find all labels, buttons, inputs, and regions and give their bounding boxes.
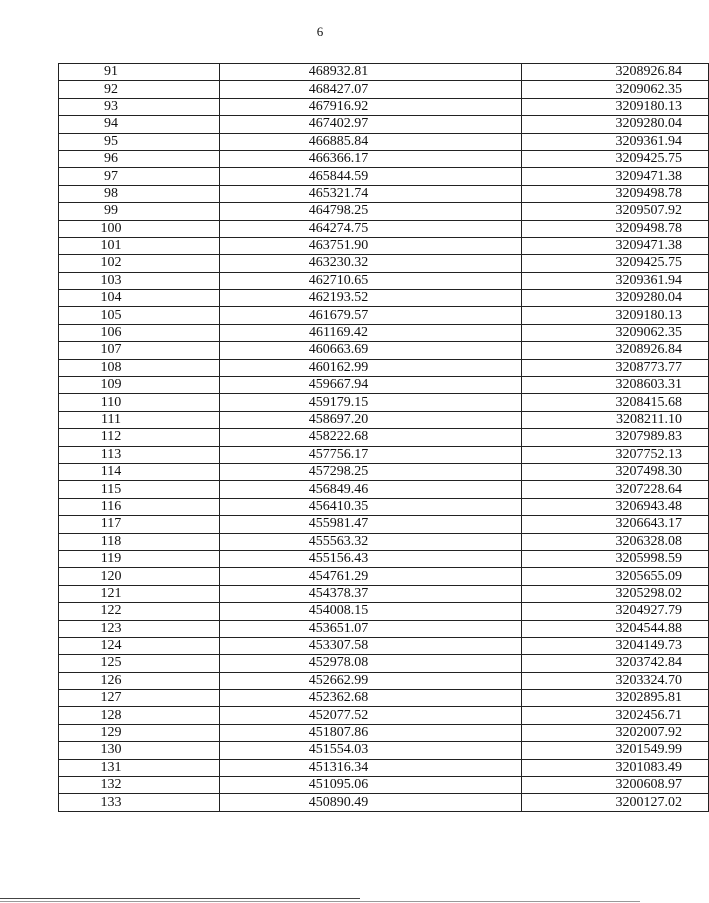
table-row <box>59 81 709 98</box>
point-number-cell: 121 <box>59 585 220 602</box>
point-number-cell: 130 <box>59 742 220 759</box>
table-row <box>59 550 709 567</box>
y-coordinate-cell: 3209471.38 <box>522 237 709 254</box>
point-number-cell: 116 <box>59 498 220 515</box>
point-number-cell: 105 <box>59 307 220 324</box>
point-number-cell: 93 <box>59 98 220 115</box>
point-number-cell: 125 <box>59 655 220 672</box>
point-number-cell: 92 <box>59 81 220 98</box>
point-number-cell: 103 <box>59 272 220 289</box>
point-number-cell: 127 <box>59 690 220 707</box>
point-number-cell: 91 <box>59 64 220 81</box>
x-coordinate-cell: 463751.90 <box>220 237 522 254</box>
y-coordinate-cell: 3209280.04 <box>522 290 709 307</box>
point-number-cell: 108 <box>59 359 220 376</box>
y-coordinate-cell: 3208926.84 <box>522 64 709 81</box>
x-coordinate-cell: 455981.47 <box>220 516 522 533</box>
table-row <box>59 307 709 324</box>
x-coordinate-cell: 458222.68 <box>220 429 522 446</box>
x-coordinate-cell: 453307.58 <box>220 637 522 654</box>
table-row <box>59 672 709 689</box>
x-coordinate-cell: 459667.94 <box>220 377 522 394</box>
x-coordinate-cell: 454761.29 <box>220 568 522 585</box>
y-coordinate-cell: 3205998.59 <box>522 550 709 567</box>
x-coordinate-cell: 462710.65 <box>220 272 522 289</box>
table-row <box>59 568 709 585</box>
y-coordinate-cell: 3207752.13 <box>522 446 709 463</box>
x-coordinate-cell: 463230.32 <box>220 255 522 272</box>
y-coordinate-cell: 3209471.38 <box>522 168 709 185</box>
x-coordinate-cell: 456410.35 <box>220 498 522 515</box>
y-coordinate-cell: 3209498.78 <box>522 220 709 237</box>
x-coordinate-cell: 457298.25 <box>220 463 522 480</box>
point-number-cell: 117 <box>59 516 220 533</box>
point-number-cell: 124 <box>59 637 220 654</box>
y-coordinate-cell: 3209062.35 <box>522 81 709 98</box>
y-coordinate-cell: 3209180.13 <box>522 98 709 115</box>
x-coordinate-cell: 458697.20 <box>220 411 522 428</box>
point-number-cell: 99 <box>59 203 220 220</box>
point-number-cell: 97 <box>59 168 220 185</box>
point-number-cell: 120 <box>59 568 220 585</box>
x-coordinate-cell: 467402.97 <box>220 116 522 133</box>
point-number-cell: 95 <box>59 133 220 150</box>
table-row <box>59 377 709 394</box>
x-coordinate-cell: 461679.57 <box>220 307 522 324</box>
y-coordinate-cell: 3205655.09 <box>522 568 709 585</box>
y-coordinate-cell: 3202456.71 <box>522 707 709 724</box>
point-number-cell: 115 <box>59 481 220 498</box>
coordinates-table <box>58 63 709 812</box>
point-number-cell: 106 <box>59 324 220 341</box>
point-number-cell: 112 <box>59 429 220 446</box>
x-coordinate-cell: 460663.69 <box>220 342 522 359</box>
point-number-cell: 122 <box>59 603 220 620</box>
x-coordinate-cell: 451316.34 <box>220 759 522 776</box>
y-coordinate-cell: 3208926.84 <box>522 342 709 359</box>
y-coordinate-cell: 3207228.64 <box>522 481 709 498</box>
x-coordinate-cell: 461169.42 <box>220 324 522 341</box>
point-number-cell: 98 <box>59 185 220 202</box>
table-row <box>59 133 709 150</box>
table-row <box>59 272 709 289</box>
y-coordinate-cell: 3209180.13 <box>522 307 709 324</box>
point-number-cell: 118 <box>59 533 220 550</box>
point-number-cell: 131 <box>59 759 220 776</box>
x-coordinate-cell: 459179.15 <box>220 394 522 411</box>
y-coordinate-cell: 3206943.48 <box>522 498 709 515</box>
table-row <box>59 794 709 811</box>
page-bottom-edge <box>0 901 640 902</box>
table-row <box>59 777 709 794</box>
point-number-cell: 107 <box>59 342 220 359</box>
y-coordinate-cell: 3201549.99 <box>522 742 709 759</box>
x-coordinate-cell: 451095.06 <box>220 777 522 794</box>
table-row <box>59 690 709 707</box>
x-coordinate-cell: 466366.17 <box>220 150 522 167</box>
y-coordinate-cell: 3208603.31 <box>522 377 709 394</box>
y-coordinate-cell: 3202007.92 <box>522 724 709 741</box>
y-coordinate-cell: 3209507.92 <box>522 203 709 220</box>
x-coordinate-cell: 452077.52 <box>220 707 522 724</box>
table-row <box>59 481 709 498</box>
x-coordinate-cell: 454008.15 <box>220 603 522 620</box>
y-coordinate-cell: 3208773.77 <box>522 359 709 376</box>
y-coordinate-cell: 3207989.83 <box>522 429 709 446</box>
y-coordinate-cell: 3200608.97 <box>522 777 709 794</box>
point-number-cell: 129 <box>59 724 220 741</box>
x-coordinate-cell: 452662.99 <box>220 672 522 689</box>
x-coordinate-cell: 455156.43 <box>220 550 522 567</box>
y-coordinate-cell: 3200127.02 <box>522 794 709 811</box>
table-row <box>59 98 709 115</box>
table-row <box>59 637 709 654</box>
table-row <box>59 655 709 672</box>
y-coordinate-cell: 3202895.81 <box>522 690 709 707</box>
y-coordinate-cell: 3209280.04 <box>522 116 709 133</box>
y-coordinate-cell: 3209498.78 <box>522 185 709 202</box>
table-row <box>59 742 709 759</box>
x-coordinate-cell: 460162.99 <box>220 359 522 376</box>
point-number-cell: 104 <box>59 290 220 307</box>
x-coordinate-cell: 464274.75 <box>220 220 522 237</box>
point-number-cell: 123 <box>59 620 220 637</box>
point-number-cell: 132 <box>59 777 220 794</box>
x-coordinate-cell: 454378.37 <box>220 585 522 602</box>
x-coordinate-cell: 451807.86 <box>220 724 522 741</box>
table-row <box>59 237 709 254</box>
x-coordinate-cell: 451554.03 <box>220 742 522 759</box>
y-coordinate-cell: 3206328.08 <box>522 533 709 550</box>
table-row <box>59 446 709 463</box>
point-number-cell: 119 <box>59 550 220 567</box>
table-row <box>59 620 709 637</box>
y-coordinate-cell: 3209425.75 <box>522 150 709 167</box>
point-number-cell: 101 <box>59 237 220 254</box>
table-row <box>59 359 709 376</box>
point-number-cell: 126 <box>59 672 220 689</box>
point-number-cell: 113 <box>59 446 220 463</box>
x-coordinate-cell: 466885.84 <box>220 133 522 150</box>
table-row <box>59 516 709 533</box>
point-number-cell: 110 <box>59 394 220 411</box>
y-coordinate-cell: 3203742.84 <box>522 655 709 672</box>
page-number: 6 <box>316 24 324 39</box>
table-row <box>59 324 709 341</box>
point-number-cell: 100 <box>59 220 220 237</box>
point-number-cell: 111 <box>59 411 220 428</box>
y-coordinate-cell: 3201083.49 <box>522 759 709 776</box>
y-coordinate-cell: 3209425.75 <box>522 255 709 272</box>
point-number-cell: 96 <box>59 150 220 167</box>
y-coordinate-cell: 3206643.17 <box>522 516 709 533</box>
table-row <box>59 116 709 133</box>
y-coordinate-cell: 3204927.79 <box>522 603 709 620</box>
table-row <box>59 759 709 776</box>
table-row <box>59 707 709 724</box>
y-coordinate-cell: 3205298.02 <box>522 585 709 602</box>
x-coordinate-cell: 465321.74 <box>220 185 522 202</box>
x-coordinate-cell: 457756.17 <box>220 446 522 463</box>
table-row <box>59 64 709 81</box>
point-number-cell: 133 <box>59 794 220 811</box>
table-row <box>59 411 709 428</box>
x-coordinate-cell: 464798.25 <box>220 203 522 220</box>
point-number-cell: 128 <box>59 707 220 724</box>
table-row <box>59 498 709 515</box>
table-row <box>59 203 709 220</box>
table-row <box>59 724 709 741</box>
x-coordinate-cell: 467916.92 <box>220 98 522 115</box>
table-row <box>59 342 709 359</box>
footer-rule <box>0 898 360 899</box>
y-coordinate-cell: 3209361.94 <box>522 272 709 289</box>
table-row <box>59 220 709 237</box>
x-coordinate-cell: 455563.32 <box>220 533 522 550</box>
y-coordinate-cell: 3208211.10 <box>522 411 709 428</box>
table-row <box>59 168 709 185</box>
y-coordinate-cell: 3207498.30 <box>522 463 709 480</box>
point-number-cell: 102 <box>59 255 220 272</box>
y-coordinate-cell: 3208415.68 <box>522 394 709 411</box>
x-coordinate-cell: 452978.08 <box>220 655 522 672</box>
table-row <box>59 603 709 620</box>
x-coordinate-cell: 456849.46 <box>220 481 522 498</box>
table-row <box>59 290 709 307</box>
y-coordinate-cell: 3204544.88 <box>522 620 709 637</box>
x-coordinate-cell: 453651.07 <box>220 620 522 637</box>
point-number-cell: 109 <box>59 377 220 394</box>
x-coordinate-cell: 452362.68 <box>220 690 522 707</box>
table-row <box>59 585 709 602</box>
table-row <box>59 255 709 272</box>
table-row <box>59 463 709 480</box>
x-coordinate-cell: 468932.81 <box>220 64 522 81</box>
y-coordinate-cell: 3209062.35 <box>522 324 709 341</box>
table-row <box>59 185 709 202</box>
table-row <box>59 429 709 446</box>
table-row <box>59 533 709 550</box>
x-coordinate-cell: 462193.52 <box>220 290 522 307</box>
y-coordinate-cell: 3209361.94 <box>522 133 709 150</box>
y-coordinate-cell: 3203324.70 <box>522 672 709 689</box>
x-coordinate-cell: 450890.49 <box>220 794 522 811</box>
table-row <box>59 150 709 167</box>
x-coordinate-cell: 465844.59 <box>220 168 522 185</box>
y-coordinate-cell: 3204149.73 <box>522 637 709 654</box>
coordinates-table-body <box>59 64 709 812</box>
point-number-cell: 94 <box>59 116 220 133</box>
x-coordinate-cell: 468427.07 <box>220 81 522 98</box>
table-row <box>59 394 709 411</box>
point-number-cell: 114 <box>59 463 220 480</box>
